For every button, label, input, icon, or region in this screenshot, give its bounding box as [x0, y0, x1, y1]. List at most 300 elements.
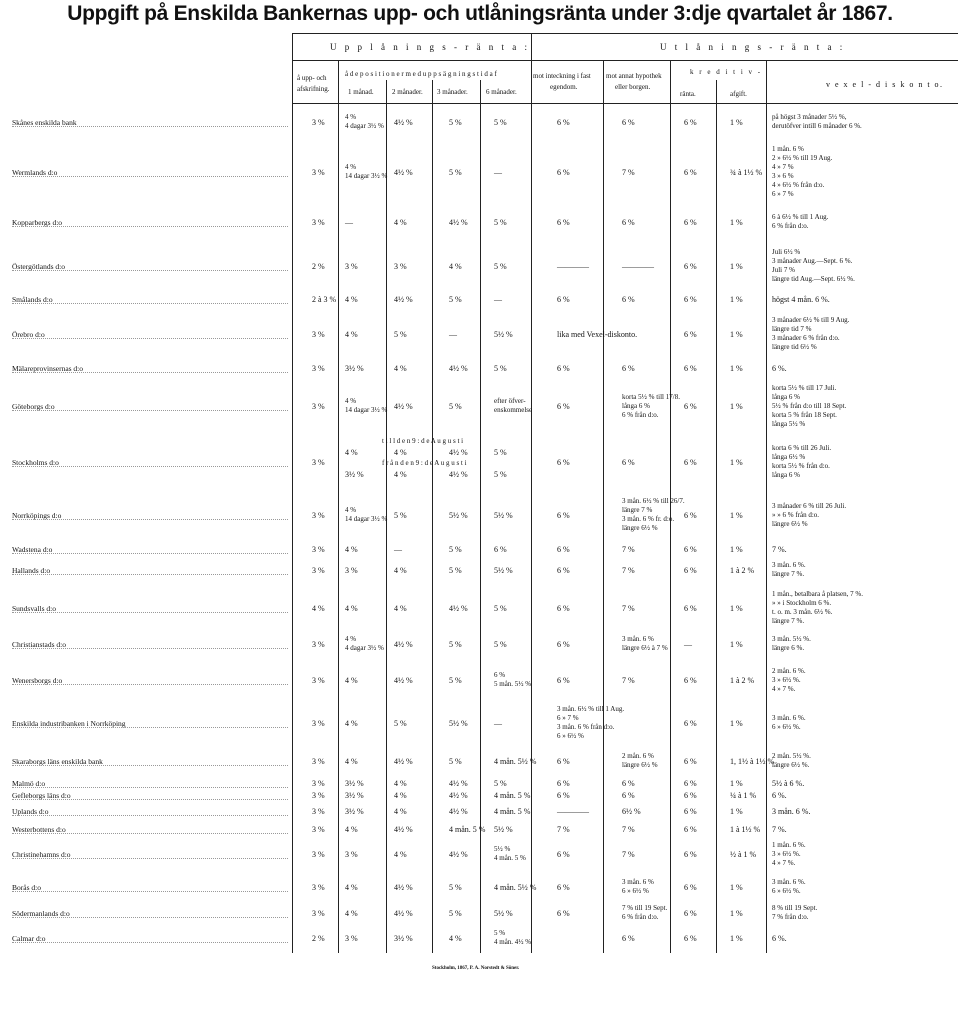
- bank-name: Wadstena d:o: [12, 545, 53, 554]
- cell-line: 5 %: [494, 217, 507, 227]
- cell-line: 14 dagar 3½ %: [345, 172, 388, 180]
- cell-line: 5 %: [449, 117, 462, 127]
- cell-af: [730, 168, 762, 177]
- cell-line: långa 6 %: [622, 401, 650, 410]
- cell-m2: [394, 791, 407, 800]
- cell-line: 1 %: [730, 401, 743, 411]
- col-line-9: [716, 80, 717, 953]
- bank-name: Malmö d:o: [12, 779, 46, 788]
- cell-af: [730, 676, 754, 685]
- cell-line: på högst 3 månader 5½ %,: [772, 113, 847, 121]
- cell-line: 6 %: [557, 117, 570, 127]
- cell-m1: [345, 545, 358, 554]
- cell-line: långa 6 %: [772, 471, 800, 479]
- cell-m6: [494, 719, 502, 728]
- cell-line: 5 %: [449, 908, 462, 918]
- cell-int: [557, 402, 570, 411]
- cell-af: [730, 566, 754, 575]
- cell-int: [557, 458, 570, 467]
- leader-dots: [12, 942, 288, 943]
- cell-c1: [312, 364, 325, 373]
- cell-line: 4½ %: [449, 849, 468, 859]
- cell-line: 6 à 6½ % till 1 Aug.: [772, 213, 829, 221]
- cell-line: 5 %: [494, 603, 507, 613]
- cell-m3: [449, 330, 457, 339]
- cell-m6: [494, 807, 530, 816]
- cell-m3: [449, 364, 468, 373]
- cell-line: ————: [622, 261, 654, 271]
- cell-line: 6 %: [684, 778, 697, 788]
- cell-line: 4 %: [345, 603, 358, 613]
- cell-line: 5 %: [449, 294, 462, 304]
- leader-dots: [12, 833, 288, 834]
- cell-int: [557, 566, 570, 575]
- bank-name: Göteborgs d:o: [12, 402, 55, 411]
- cell-line: 5 %: [494, 261, 507, 271]
- cell-m2: [394, 719, 407, 728]
- cell-line: 7 %: [622, 675, 635, 685]
- cell-line: 6 %: [684, 756, 697, 766]
- cell-line: 3 mån. 6 % fr. d:o.: [622, 515, 675, 523]
- leader-dots: [12, 176, 288, 177]
- cell-m1: [345, 934, 358, 943]
- cell-m1: [345, 757, 358, 766]
- cell-line: 4 » 6½ % från d:o.: [772, 181, 825, 189]
- cell-vx: [772, 714, 806, 732]
- cell-line: längre tid 6½ %: [772, 343, 817, 351]
- cell-line: 1 à 1½ %: [730, 824, 761, 834]
- cell-hyp: [622, 904, 667, 922]
- cell-line: 5½ %: [449, 510, 468, 520]
- cell-m2: [394, 909, 413, 918]
- bank-name: Borås d:o: [12, 883, 41, 892]
- cell-line: 6 %: [557, 167, 570, 177]
- cell-vx: [772, 752, 811, 770]
- cell-line: 4 %: [345, 113, 357, 121]
- cell-line: 4 » 7 %: [772, 163, 794, 171]
- cell-line: 5 %: [449, 675, 462, 685]
- footer-imprint: Stockholm, 1867, P. A. Norstedt & Söner.: [432, 966, 520, 971]
- cell-af: [730, 458, 743, 467]
- cell-line: 3 mån. 6 %: [622, 635, 654, 643]
- leader-dots: [12, 727, 288, 728]
- cell-hyp: [622, 878, 654, 896]
- cell-m2: [394, 779, 407, 788]
- cell-vx: [772, 934, 787, 943]
- cell-line: 6 %: [684, 167, 697, 177]
- cell-kr: [684, 909, 697, 918]
- cell-int: [557, 330, 637, 339]
- cell-m6: [494, 825, 513, 834]
- cell-line: 6 %: [622, 933, 635, 943]
- cell-line: 3 %: [345, 565, 358, 575]
- leader-dots: [12, 917, 288, 918]
- bank-name: Christianstads d:o: [12, 640, 66, 649]
- cell-line: 4 %: [394, 790, 407, 800]
- cell-line: 1 %: [730, 882, 743, 892]
- cell-int: [557, 262, 589, 271]
- cell-line: 5½ %: [494, 845, 511, 853]
- bank-name: Norrköpings d:o: [12, 511, 62, 520]
- cell-line: 3 mån. 6 %.: [772, 561, 806, 569]
- cell-line: 6 » 7 %: [772, 190, 794, 198]
- cell-line: 6 » 6½ %: [622, 887, 649, 895]
- leader-dots: [12, 787, 288, 788]
- cell-line: 5½ %: [494, 908, 513, 918]
- cell-line: 6 %: [622, 790, 635, 800]
- cell-line: ————: [557, 261, 589, 271]
- cell-line: 4½ %: [394, 882, 413, 892]
- sub-rule-b: [531, 60, 958, 61]
- cell-line: 7 %.: [772, 544, 787, 554]
- cell-line: 6 %: [557, 639, 570, 649]
- cell-line: 1 %: [730, 908, 743, 918]
- cell-vx: [772, 364, 787, 373]
- cell-line: 5½ % från d:o till 18 Sept.: [772, 401, 847, 410]
- bank-name: Sundsvalls d:o: [12, 604, 56, 613]
- cell-vx: [772, 904, 817, 922]
- cell-line: 3½ %: [345, 778, 364, 788]
- bank-name: Skaraborgs läns enskilda bank: [12, 757, 103, 766]
- leader-dots: [12, 226, 288, 227]
- cell-line: 6 %: [684, 806, 697, 816]
- cell-m1: [345, 825, 358, 834]
- cell-line: » » i Stockholm 6 %.: [772, 599, 832, 607]
- cell-line: 4½ %: [449, 778, 468, 788]
- bank-name: Gefleborgs läns d:o: [12, 791, 71, 800]
- cell-line: 2 mån. 6 %.: [772, 666, 806, 675]
- cell-m6: [494, 883, 536, 892]
- cell-int: [557, 757, 570, 766]
- cell-line: 2 mån. 5½ %.: [772, 752, 811, 760]
- leader-dots: [12, 303, 288, 304]
- header-upp-afskrifning-2: afskrifning.: [297, 85, 330, 93]
- bank-name: Wenersborgs d:o: [12, 676, 63, 685]
- cell-af: [730, 402, 743, 411]
- cell-line: Juli 6½ %: [772, 248, 801, 256]
- cell-line: 7 %: [622, 849, 635, 859]
- cell-line: 6 %: [557, 217, 570, 227]
- cell-line: 6 %: [557, 510, 570, 520]
- cell-kr: [684, 118, 697, 127]
- cell-line: 7 % från d:o.: [772, 913, 809, 921]
- cell-line: 5 %: [494, 929, 506, 937]
- cell-kr: [684, 511, 697, 520]
- cell-line: 1 %: [730, 778, 743, 788]
- col-line-10: [766, 60, 767, 953]
- cell-line: —: [449, 329, 457, 339]
- cell-line: 1 %: [730, 329, 743, 339]
- leader-dots: [12, 891, 288, 892]
- cell-hyp: [622, 635, 668, 653]
- cell-m1: [345, 604, 358, 613]
- cell-m6-part: 5 %: [494, 470, 507, 479]
- cell-line: 4 %: [345, 544, 358, 554]
- cell-m1-part: 3½ %: [345, 470, 364, 479]
- cell-line: 5 %: [449, 882, 462, 892]
- cell-m3: [449, 757, 462, 766]
- cell-m2: [394, 402, 413, 411]
- cell-line: korta 5½ % till 17/8.: [622, 392, 680, 401]
- cell-line: 5 %: [494, 778, 507, 788]
- cell-line: 3 mån. 6 %.: [772, 878, 806, 886]
- cell-af: [730, 779, 743, 788]
- cell-m1: [345, 364, 364, 373]
- cell-m3-part: 4½ %: [449, 448, 468, 457]
- cell-line: längre 6½ %: [622, 524, 658, 532]
- cell-line: 6 %: [684, 908, 697, 918]
- cell-line: 4 %: [345, 756, 358, 766]
- cell-line: —: [494, 167, 502, 177]
- cell-m1: [345, 262, 358, 271]
- cell-line: 4 %: [345, 329, 358, 339]
- cell-c1: [312, 883, 325, 892]
- cell-line: 4 dagar 3½ %: [345, 644, 384, 652]
- cell-m6: [494, 511, 513, 520]
- cell-vx: [772, 841, 806, 868]
- cell-vx: [772, 825, 787, 834]
- cell-m6: [494, 791, 530, 800]
- cell-m3: [449, 779, 468, 788]
- cell-af: [730, 883, 743, 892]
- cell-m2: [394, 364, 407, 373]
- cell-line: 3 %: [312, 882, 325, 892]
- cell-hyp: [622, 825, 635, 834]
- cell-line: 6 %: [684, 329, 697, 339]
- cell-line: 4 %: [345, 163, 357, 171]
- bank-name: Östergötlands d:o: [12, 262, 65, 271]
- cell-line: 5 %: [449, 756, 462, 766]
- cell-int: [557, 909, 570, 918]
- cell-kr: [684, 458, 697, 467]
- cell-m2: [394, 604, 407, 613]
- cell-line: 6 %: [557, 675, 570, 685]
- cell-line: 3 %: [312, 675, 325, 685]
- cell-line: 6 %: [557, 565, 570, 575]
- cell-int: [557, 779, 570, 788]
- cell-line: 6 » 6½ %.: [772, 723, 801, 731]
- cell-line: 6 %: [557, 882, 570, 892]
- cell-m1-part: 4 %: [345, 448, 358, 457]
- cell-line: 6 %: [557, 603, 570, 613]
- cell-line: 3 %: [312, 510, 325, 520]
- cell-line: 3 %: [312, 217, 325, 227]
- cell-line: 3 %: [312, 849, 325, 859]
- cell-hyp: [622, 807, 641, 816]
- cell-vx: [772, 807, 810, 816]
- cell-hyp: [622, 458, 635, 467]
- cell-line: 3 månader 6½ % till 9 Aug.: [772, 316, 850, 324]
- cell-line: 1 à 2 %: [730, 565, 755, 575]
- cell-line: 5 %: [449, 401, 462, 411]
- cell-line: 6 %: [622, 217, 635, 227]
- cell-m2: [394, 168, 413, 177]
- cell-line: 5 %: [449, 565, 462, 575]
- cell-m6: [494, 671, 531, 689]
- cell-line: —: [345, 217, 353, 227]
- cell-line: 6 %: [622, 363, 635, 373]
- leader-dots: [12, 858, 288, 859]
- leader-dots: [12, 372, 288, 373]
- cell-line: ½ à 1 %: [730, 849, 757, 859]
- cell-line: 3 %: [312, 908, 325, 918]
- cell-hyp: [622, 791, 635, 800]
- cell-hyp: [622, 779, 635, 788]
- cell-line: 3 mån. 6 %: [622, 878, 654, 886]
- bank-name: Wermlands d:o: [12, 168, 58, 177]
- cell-m2: [394, 511, 407, 520]
- header-3-manader: 3 månader.: [437, 88, 468, 96]
- cell-int: [557, 295, 570, 304]
- cell-line: 6 %: [557, 908, 570, 918]
- cell-c1: [312, 909, 325, 918]
- bank-name: Christinehamns d:o: [12, 850, 71, 859]
- cell-c1: [312, 566, 325, 575]
- cell-m6: [494, 168, 502, 177]
- cell-m2: [394, 676, 413, 685]
- cell-line: 5 %: [449, 167, 462, 177]
- cell-int: [557, 511, 570, 520]
- cell-m2: [394, 825, 413, 834]
- cell-line: 1 %: [730, 363, 743, 373]
- cell-m6: [494, 118, 507, 127]
- cell-line: 8 % till 19 Sept.: [772, 904, 818, 912]
- cell-line: 7 %: [622, 167, 635, 177]
- cell-line: 4½ %: [394, 824, 413, 834]
- cell-af: [730, 118, 743, 127]
- header-inteckning-2: egendom.: [550, 83, 578, 91]
- leader-dots: [12, 270, 288, 271]
- header-depositioner: å d e p o s i t i o n e r m e d u p p s ä g n i n g s t i d a f: [345, 70, 497, 78]
- top-rule: [292, 33, 958, 34]
- cell-hyp: [622, 676, 635, 685]
- cell-c1: [312, 545, 325, 554]
- cell-c1: [312, 604, 325, 613]
- cell-m1: [345, 566, 358, 575]
- cell-c1: [312, 118, 325, 127]
- cell-line: 6 %: [557, 790, 570, 800]
- cell-line: 6 %: [622, 778, 635, 788]
- stockholm-span-till: t i l l d e n 9 : d e A u g u s t i: [382, 437, 464, 445]
- cell-af: [730, 791, 756, 800]
- cell-line: 7 %: [622, 565, 635, 575]
- cell-line: längre 7 %.: [772, 570, 805, 578]
- cell-af: [730, 640, 743, 649]
- cell-m6: [494, 566, 513, 575]
- cell-hyp: [622, 168, 635, 177]
- cell-line: 4½ %: [394, 117, 413, 127]
- col-line-5: [480, 80, 481, 953]
- col-line-7: [603, 60, 604, 953]
- cell-c1: [312, 511, 325, 520]
- cell-m3-part: 4½ %: [449, 470, 468, 479]
- cell-line: korta 6 % till 26 Juli.: [772, 444, 832, 452]
- cell-hyp: [622, 850, 635, 859]
- cell-line: 6 %: [684, 510, 697, 520]
- leader-dots: [12, 684, 288, 685]
- cell-line: efter öfver-: [494, 397, 526, 405]
- header-vexel: v e x e l - d i s k o n t o.: [826, 80, 944, 89]
- cell-m2: [394, 640, 413, 649]
- cell-m1: [345, 163, 387, 181]
- header-afgift: afgift.: [730, 90, 747, 98]
- cell-line: 3 mån. 6 %.: [772, 714, 806, 722]
- cell-line: 5 %: [449, 639, 462, 649]
- cell-m3: [449, 604, 468, 613]
- cell-hyp: [622, 566, 635, 575]
- cell-vx: [772, 502, 846, 529]
- sub-rule-a: [292, 60, 531, 61]
- cell-line: 1 %: [730, 544, 743, 554]
- cell-line: 6 %: [622, 294, 635, 304]
- cell-m3: [449, 934, 462, 943]
- cell-vx: [772, 113, 862, 131]
- cell-line: 6½ %: [622, 806, 641, 816]
- cell-line: 4 %: [345, 506, 357, 514]
- cell-line: 6 %: [557, 294, 570, 304]
- cell-line: längre 7 %.: [772, 617, 805, 625]
- leader-dots: [12, 648, 288, 649]
- cell-c1: [312, 640, 325, 649]
- cell-line: 7 %: [622, 603, 635, 613]
- cell-line: 6 %: [684, 261, 697, 271]
- cell-m3: [449, 218, 468, 227]
- cell-line: —: [494, 294, 502, 304]
- cell-c1: [312, 719, 325, 728]
- leader-dots: [12, 553, 288, 554]
- cell-m3: [449, 850, 468, 859]
- cell-line: 4 %: [449, 261, 462, 271]
- cell-line: 6 » 6½ %.: [772, 887, 801, 895]
- cell-line: enskommelse: [494, 406, 533, 414]
- cell-line: 4 %: [394, 849, 407, 859]
- cell-m6: [494, 779, 507, 788]
- header-hypothek-1: mot annat hypothek: [606, 72, 662, 80]
- cell-vx: [772, 635, 811, 653]
- cell-af: [730, 807, 743, 816]
- cell-af: [730, 604, 743, 613]
- cell-line: korta 5½ % till 17 Juli.: [772, 383, 837, 392]
- cell-line: 1 à 2 %: [730, 675, 755, 685]
- cell-line: långa 5½ %: [772, 419, 806, 428]
- cell-line: 4 dagar 3½ %: [345, 122, 384, 130]
- cell-line: 5 mån. 5½ %: [494, 680, 532, 688]
- cell-line: 1 mån. 6 %.: [772, 840, 806, 849]
- cell-line: 4 mån. 5 %: [494, 806, 531, 816]
- cell-line: 4 mån. 5½ %: [494, 882, 537, 892]
- cell-m6-part: 5 %: [494, 448, 507, 457]
- cell-vx: [772, 791, 787, 800]
- cell-m6: [494, 545, 507, 554]
- col-line-4: [432, 80, 433, 953]
- cell-m2: [394, 757, 413, 766]
- cell-m1: [345, 719, 358, 728]
- header-hypothek-2: eller borgen.: [615, 83, 651, 91]
- cell-c1: [312, 850, 325, 859]
- cell-af: [730, 719, 743, 728]
- cell-vx: [772, 145, 832, 199]
- cell-line: 6 %: [684, 933, 697, 943]
- cell-m6: [494, 295, 502, 304]
- cell-line: 5 %: [394, 510, 407, 520]
- cell-line: » » 6 % från d:o.: [772, 510, 820, 519]
- cell-af: [730, 295, 743, 304]
- cell-line: 5½ %: [494, 329, 513, 339]
- cell-line: 1 %: [730, 603, 743, 613]
- cell-c1: [312, 791, 325, 800]
- cell-m2: [394, 545, 402, 554]
- cell-vx: [772, 384, 846, 429]
